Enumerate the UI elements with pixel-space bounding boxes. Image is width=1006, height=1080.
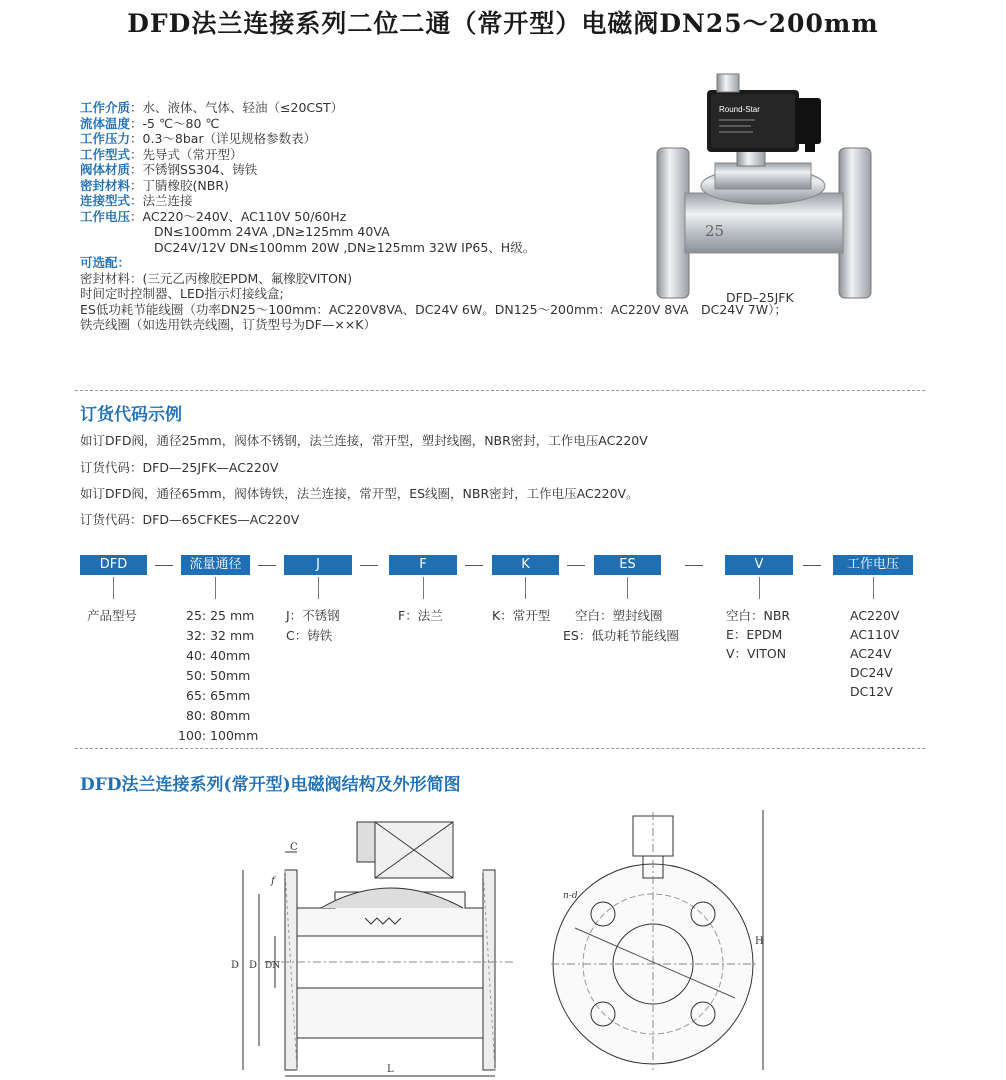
code-tick xyxy=(759,577,760,599)
spec-value: ：不锈钢SS304、铸铁 xyxy=(130,162,258,177)
spec-continuation: DN≤100mm 24VA ,DN≥125mm 40VA xyxy=(154,224,390,239)
spec-continuation: DC24V/12V DN≤100mm 20W ,DN≥125mm 32W IP65、H级。 xyxy=(154,239,536,255)
code-dash xyxy=(685,565,703,566)
section-drawing xyxy=(225,808,525,1080)
code-desc-dfd: 产品型号 xyxy=(87,608,138,623)
code-box-voltage: 工作电压 xyxy=(833,555,913,575)
code-box-dfd: DFD xyxy=(80,555,147,575)
spec-value: ：AC220～240V、AC110V 50/60Hz xyxy=(130,208,347,224)
dim-l: L xyxy=(387,1064,394,1075)
code-dash xyxy=(803,565,821,566)
code-tick xyxy=(627,577,628,599)
spec-label: 密封材料 xyxy=(80,177,131,193)
product-photo xyxy=(655,68,875,308)
code-tick xyxy=(318,577,319,599)
coil-brand-text: Round-Star xyxy=(719,105,760,114)
spec-value: ：0.3～8bar（详见规格参数表） xyxy=(130,131,317,146)
photo-caption: DFD–25JFK xyxy=(726,290,794,305)
spec-label: 流体温度 xyxy=(80,115,131,131)
code-box-seal: V xyxy=(725,555,793,575)
code-desc-coil: 空白：塑封线圈 ES：低功耗节能线圈 xyxy=(563,608,679,643)
spec-value: ：-5 ℃～80 ℃ xyxy=(130,115,220,131)
dim-d-outer: D xyxy=(231,960,240,971)
code-dash xyxy=(567,565,585,566)
order-heading: 订货代码示例 xyxy=(80,405,182,425)
code-tick xyxy=(873,577,874,599)
page-title: DFD法兰连接系列二位二通（常开型）电磁阀DN25～200mm xyxy=(127,9,879,38)
code-desc-connection: F：法兰 xyxy=(398,608,443,623)
code-desc-material: J：不锈钢 C：铸铁 xyxy=(286,608,340,643)
code-desc-voltage: AC220V AC110V AC24V DC24V DC12V xyxy=(850,608,900,699)
code-box-connection: F xyxy=(389,555,457,575)
body-size-mark: 25 xyxy=(705,222,725,240)
dim-d-pcd: D xyxy=(249,960,258,971)
spec-label: 工作型式 xyxy=(80,146,131,162)
order-example: 如订DFD阀，通径25mm，阀体不锈钢，法兰连接，常开型，塑封线圈，NBR密封，工作电压AC220V xyxy=(80,433,648,448)
code-tick xyxy=(423,577,424,599)
optional-item: 铁壳线圈（如选用铁壳线圈，订货型号为DF—××K） xyxy=(80,317,376,332)
code-dash xyxy=(155,565,173,566)
code-box-coil: ES xyxy=(594,555,661,575)
code-box-size: 流量通径 xyxy=(181,555,250,575)
spec-label: 工作压力 xyxy=(80,131,131,146)
spec-label: 工作电压 xyxy=(80,208,131,224)
order-code: 订货代码：DFD—25JFK—AC220V xyxy=(80,460,279,475)
spec-value: ：先导式（常开型） xyxy=(130,146,243,162)
code-tick xyxy=(113,577,114,599)
code-desc-type: K：常开型 xyxy=(492,608,551,623)
order-code: 订货代码：DFD—65CFKES—AC220V xyxy=(80,512,300,527)
divider xyxy=(75,390,925,391)
code-desc-size: 25: 25 mm 32: 32 mm 40: 40mm 50: 50mm 65: 65mm 80: 80mm 100: 100mm xyxy=(178,608,259,743)
optional-label: 可选配： xyxy=(80,255,131,270)
spec-label: 工作介质 xyxy=(80,100,131,115)
code-tick xyxy=(525,577,526,599)
code-box-material: J xyxy=(284,555,352,575)
order-example: 如订DFD阀，通径65mm，阀体铸铁，法兰连接，常开型，ES线圈，NBR密封，工作电压AC220V。 xyxy=(80,486,639,501)
spec-label: 连接型式 xyxy=(80,193,131,208)
dim-h: H xyxy=(755,936,764,947)
dim-dn: DN xyxy=(265,961,281,971)
code-tick xyxy=(215,577,216,599)
divider xyxy=(75,748,925,749)
code-dash xyxy=(258,565,276,566)
spec-value: ：丁腈橡胶(NBR) xyxy=(130,177,229,193)
dim-f: f xyxy=(271,876,275,887)
code-desc-seal: 空白：NBR E：EPDM V：VITON xyxy=(726,608,791,661)
optional-item: ES低功耗节能线圈（功率DN25～100mm：AC220V8VA、DC24V 6W。DN125～200mm：AC220V 8VA DC24V 7W）； xyxy=(80,301,787,317)
dim-nd: n-d xyxy=(563,891,578,901)
optional-item: 时间定时控制器、LED指示灯接线盒; xyxy=(80,286,284,301)
front-view-drawing xyxy=(545,808,775,1080)
spec-value: ：水、液体、气体、轻油（≤20CST） xyxy=(130,100,344,115)
code-dash xyxy=(360,565,378,566)
dim-c: C xyxy=(290,842,298,853)
drawing-heading: DFD法兰连接系列(常开型)电磁阀结构及外形简图 xyxy=(80,775,461,795)
spec-value: ：法兰连接 xyxy=(130,193,193,208)
spec-label: 阀体材质 xyxy=(80,162,131,177)
code-dash xyxy=(465,565,483,566)
code-box-type: K xyxy=(492,555,559,575)
optional-item: 密封材料：(三元乙丙橡胶EPDM、氟橡胶VITON) xyxy=(80,270,353,286)
